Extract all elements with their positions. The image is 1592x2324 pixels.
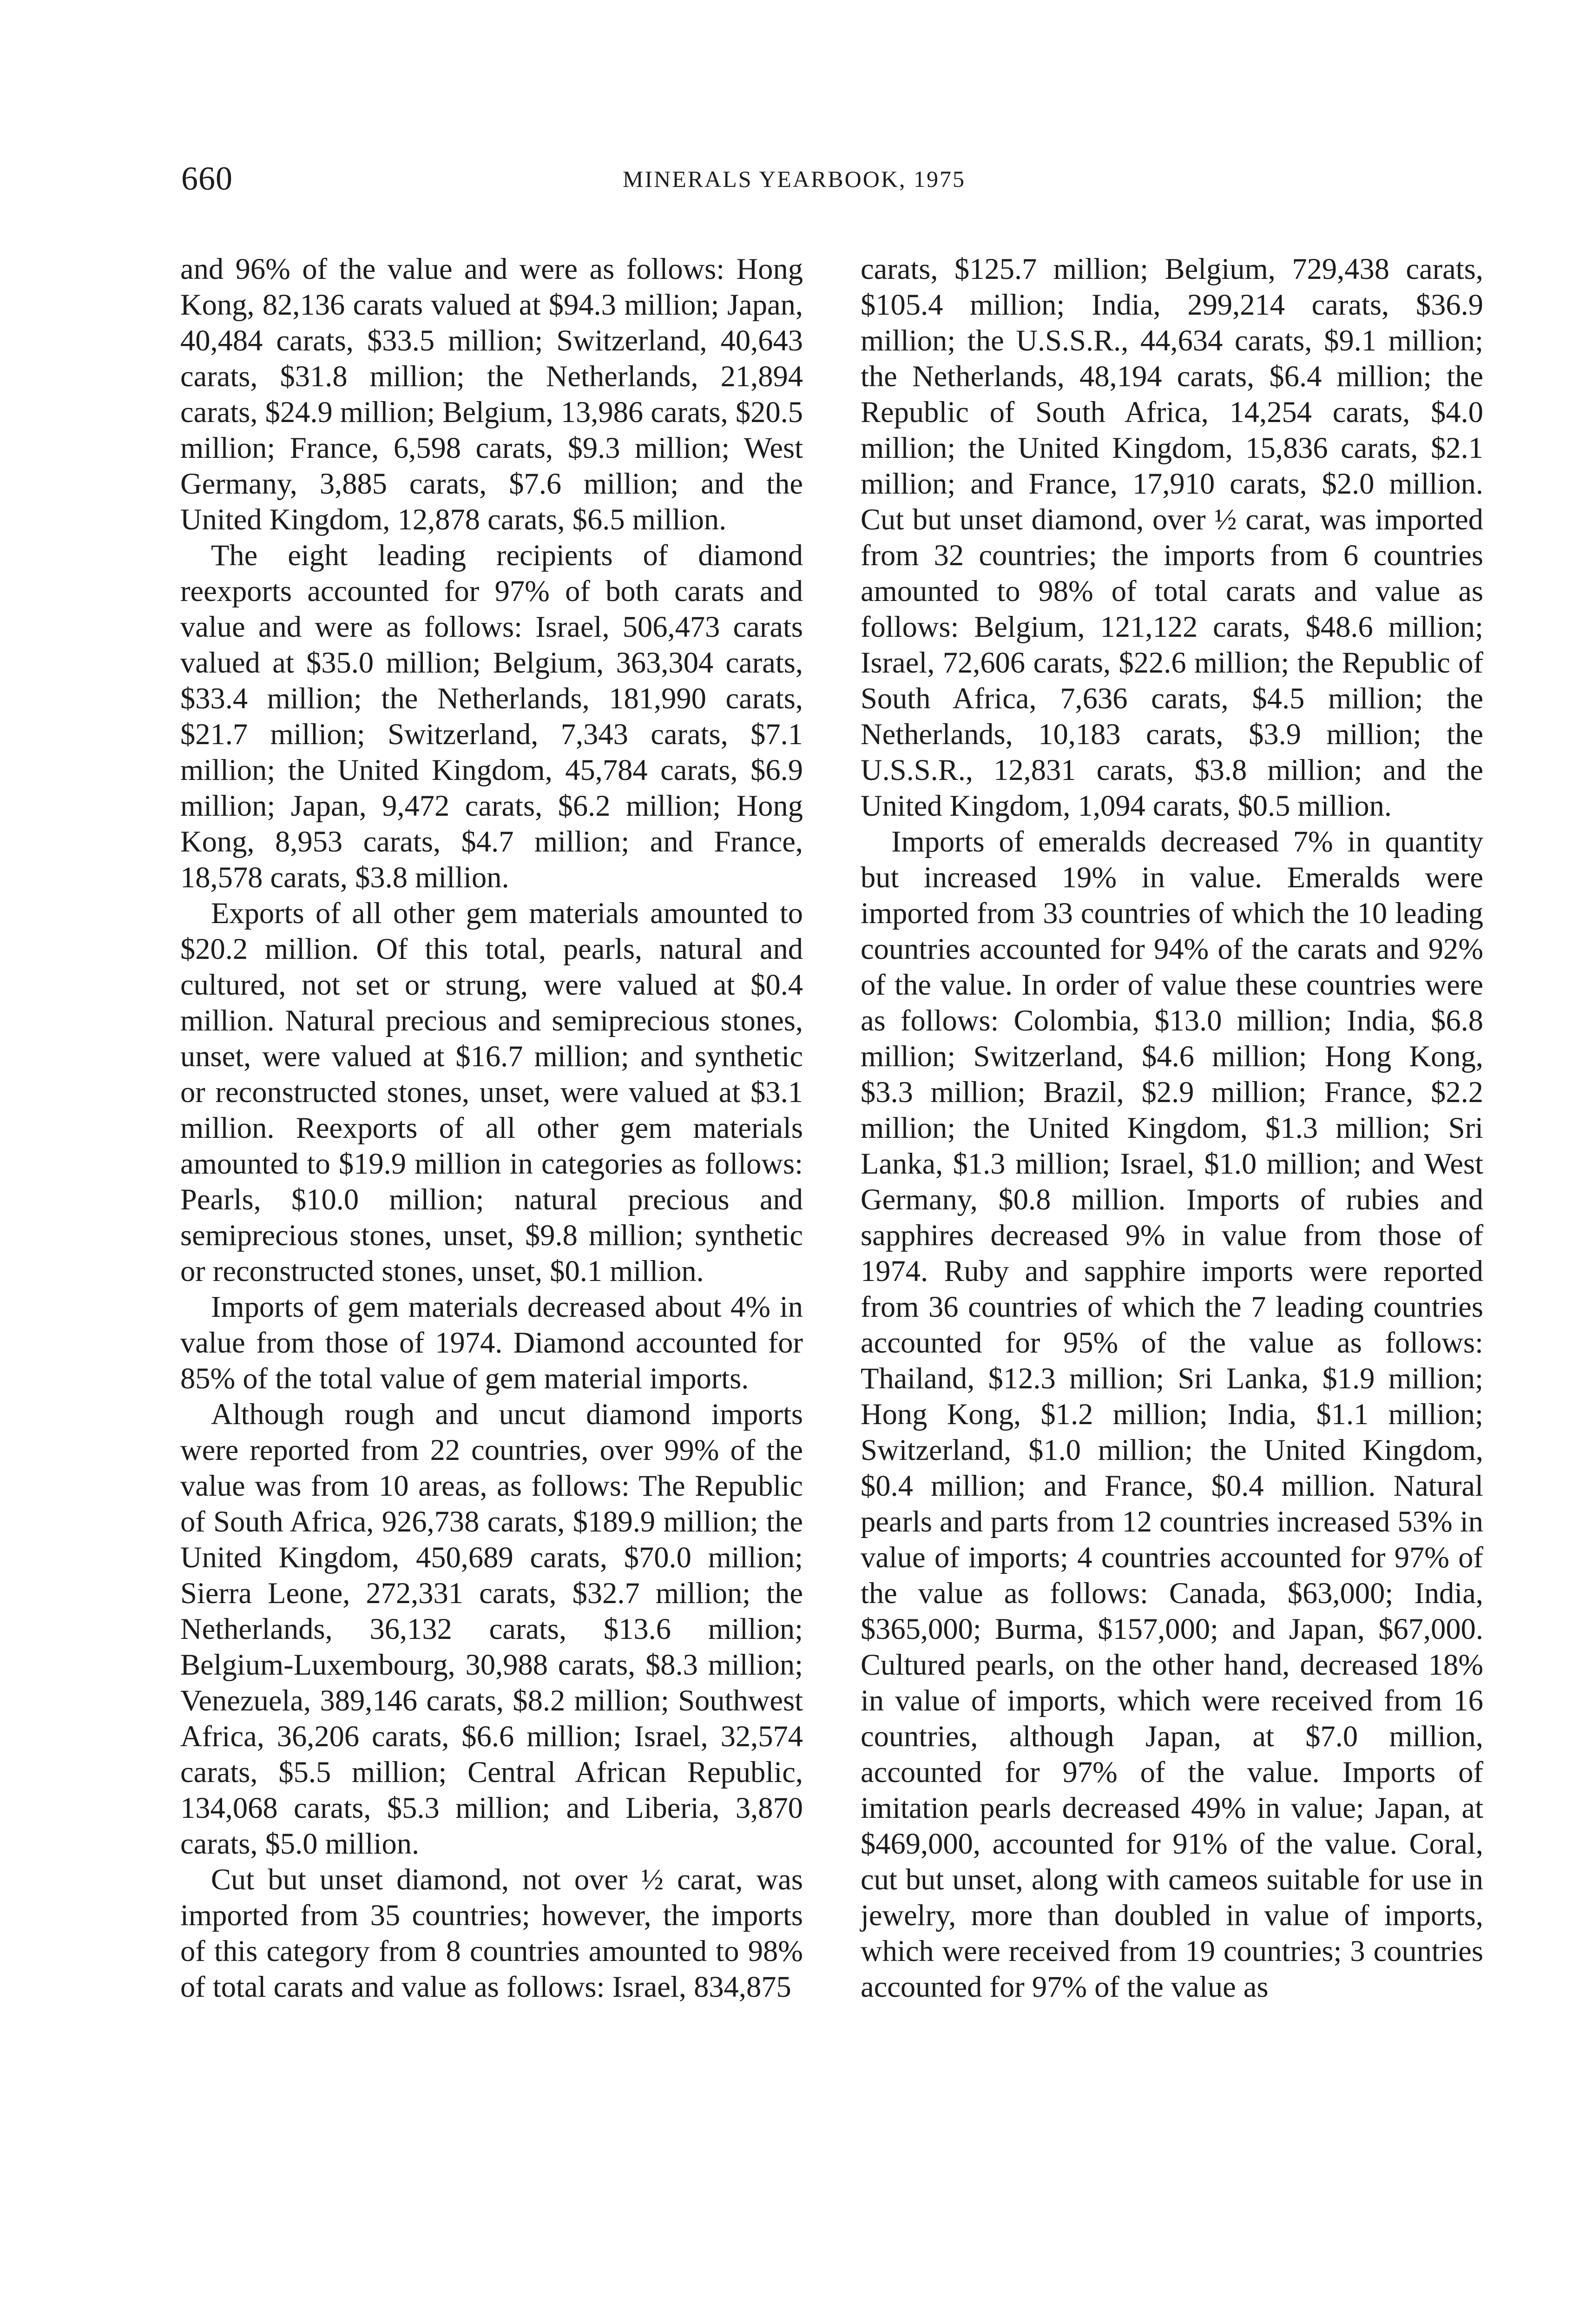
page-number: 660 bbox=[181, 160, 233, 197]
paragraph-diamond-exports-continued: and 96% of the value and were as follows: Hong Kong, 82,136 carats valued at $94.3 million; Japan, 40,484 carats, $33.5 million; Switzerland, 40,643 carats, $31.8 million; the Netherlands, 21,894 carats, $24.9 million; Belgium, 13,986 carats, $20.5 million; France, 6,598 carats, $9.3 million; West Germany, 3,885 carats, $7.6 million; and the United Kingdom, 12,878 carats, $6.5 million. bbox=[180, 252, 803, 536]
paragraph-gem-imports: Imports of gem materials decreased about 4% in value from those of 1974. Diamond accounted for 85% of the total value of gem material imports. bbox=[180, 1290, 803, 1395]
paragraph-rough-diamond-imports: Although rough and uncut diamond imports were reported from 22 countries, over 99% of the value was from 10 areas, as follows: The Republic of South Africa, 926,738 carats, $189.9 million; the United Kingdom, 450,689 carats, $70.0 million; Sierra Leone, 272,331 carats, $32.7 million; the Netherlands, 36,132 carats, $13.6 million; Belgium-Luxembourg, 30,988 carats, $8.3 million; Venezuela, 389,146 carats, $8.2 million; Southwest Africa, 36,206 carats, $6.6 million; Israel, 32,574 carats, $5.5 million; Central African Republic, 134,068 carats, $5.3 million; and Liberia, 3,870 carats, $5.0 million. bbox=[180, 1398, 803, 1860]
left-column bbox=[180, 251, 803, 2005]
right-column bbox=[861, 251, 1483, 2005]
paragraph-cut-diamond-imports: Cut but unset diamond, not over ½ carat, was imported from 35 countries; however, the imports of this category from 8 countries amounted to 98% of total carats and value as follows: Israel, 834,875 bbox=[180, 1863, 803, 2003]
paragraph-diamond-reexports: The eight leading recipients of diamond reexports accounted for 97% of both carats and value and were as follows: Israel, 506,473 carats valued at $35.0 million; Belgium, 363,304 carats, $33.4 million; the Netherlands, 181,990 carats, $21.7 million; Switzerland, 7,343 carats, $7.1 million; the United Kingdom, 45,784 carats, $6.9 million; Japan, 9,472 carats, $6.2 million; Hong Kong, 8,953 carats, $4.7 million; and France, 18,578 carats, $3.8 million. bbox=[180, 539, 803, 894]
paragraph-emerald-ruby-pearl-imports: Imports of emeralds decreased 7% in quantity but increased 19% in value. Emeralds were imported from 33 countries of which the 10 leading countries accounted for 94% of the carats and 92% of the value. In order of value these countries were as follows: Colombia, $13.0 million; India, $6.8 million; Switzerland, $4.6 million; Hong Kong, $3.3 million; Brazil, $2.9 million; France, $2.2 million; the United Kingdom, $1.3 million; Sri Lanka, $1.3 million; Israel, $1.0 million; and West Germany, $0.8 million. Imports of rubies and sapphires decreased 9% in value from those of 1974. Ruby and sapphire imports were reported from 36 countries of which the 7 leading countries accounted for 95% of the value as follows: Thailand, $12.3 million; Sri Lanka, $1.9 million; Hong Kong, $1.2 million; India, $1.1 million; Switzerland, $1.0 million; the United Kingdom, $0.4 million; and France, $0.4 million. Natural pearls and parts from 12 countries increased 53% in value of imports; 4 countries accounted for 97% of the value as follows: Canada, $63,000; India, $365,000; Burma, $157,000; and Japan, $67,000. Cultured pearls, on the other hand, decreased 18% in value of imports, which were received from 16 countries, although Japan, at $7.0 million, accounted for 97% of the value. Imports of imitation pearls decreased 49% in value; Japan, at $469,000, accounted for 91% of the value. Coral, cut but unset, along with cameos suitable for use in jewelry, more than doubled in value of imports, which were received from 19 countries; 3 countries accounted for 97% of the value as bbox=[861, 825, 1483, 2003]
paragraph-other-gem-exports: Exports of all other gem materials amounted to $20.2 million. Of this total, pearls, natural and cultured, not set or strung, were valued at $0.4 million. Natural precious and semiprecious stones, unset, were valued at $16.7 million; and synthetic or reconstructed stones, unset, were valued at $3.1 million. Reexports of all other gem materials amounted to $19.9 million in categories as follows: Pearls, $10.0 million; natural precious and semiprecious stones, unset, $9.8 million; synthetic or reconstructed stones, unset, $0.1 million. bbox=[180, 897, 803, 1287]
paragraph-cut-diamond-imports-continued: carats, $125.7 million; Belgium, 729,438 carats, $105.4 million; India, 299,214 carats, $36.9 million; the U.S.S.R., 44,634 carats, $9.1 million; the Netherlands, 48,194 carats, $6.4 million; the Republic of South Africa, 14,254 carats, $4.0 million; the United Kingdom, 15,836 carats, $2.1 million; and France, 17,910 carats, $2.0 million. Cut but unset diamond, over ½ carat, was imported from 32 countries; the imports from 6 countries amounted to 98% of total carats and value as follows: Belgium, 121,122 carats, $48.6 million; Israel, 72,606 carats, $22.6 million; the Republic of South Africa, 7,636 carats, $4.5 million; the Netherlands, 10,183 carats, $3.9 million; the U.S.S.R., 12,831 carats, $3.8 million; and the United Kingdom, 1,094 carats, $0.5 million. bbox=[861, 252, 1483, 822]
running-head: MINERALS YEARBOOK, 1975 bbox=[623, 166, 966, 192]
